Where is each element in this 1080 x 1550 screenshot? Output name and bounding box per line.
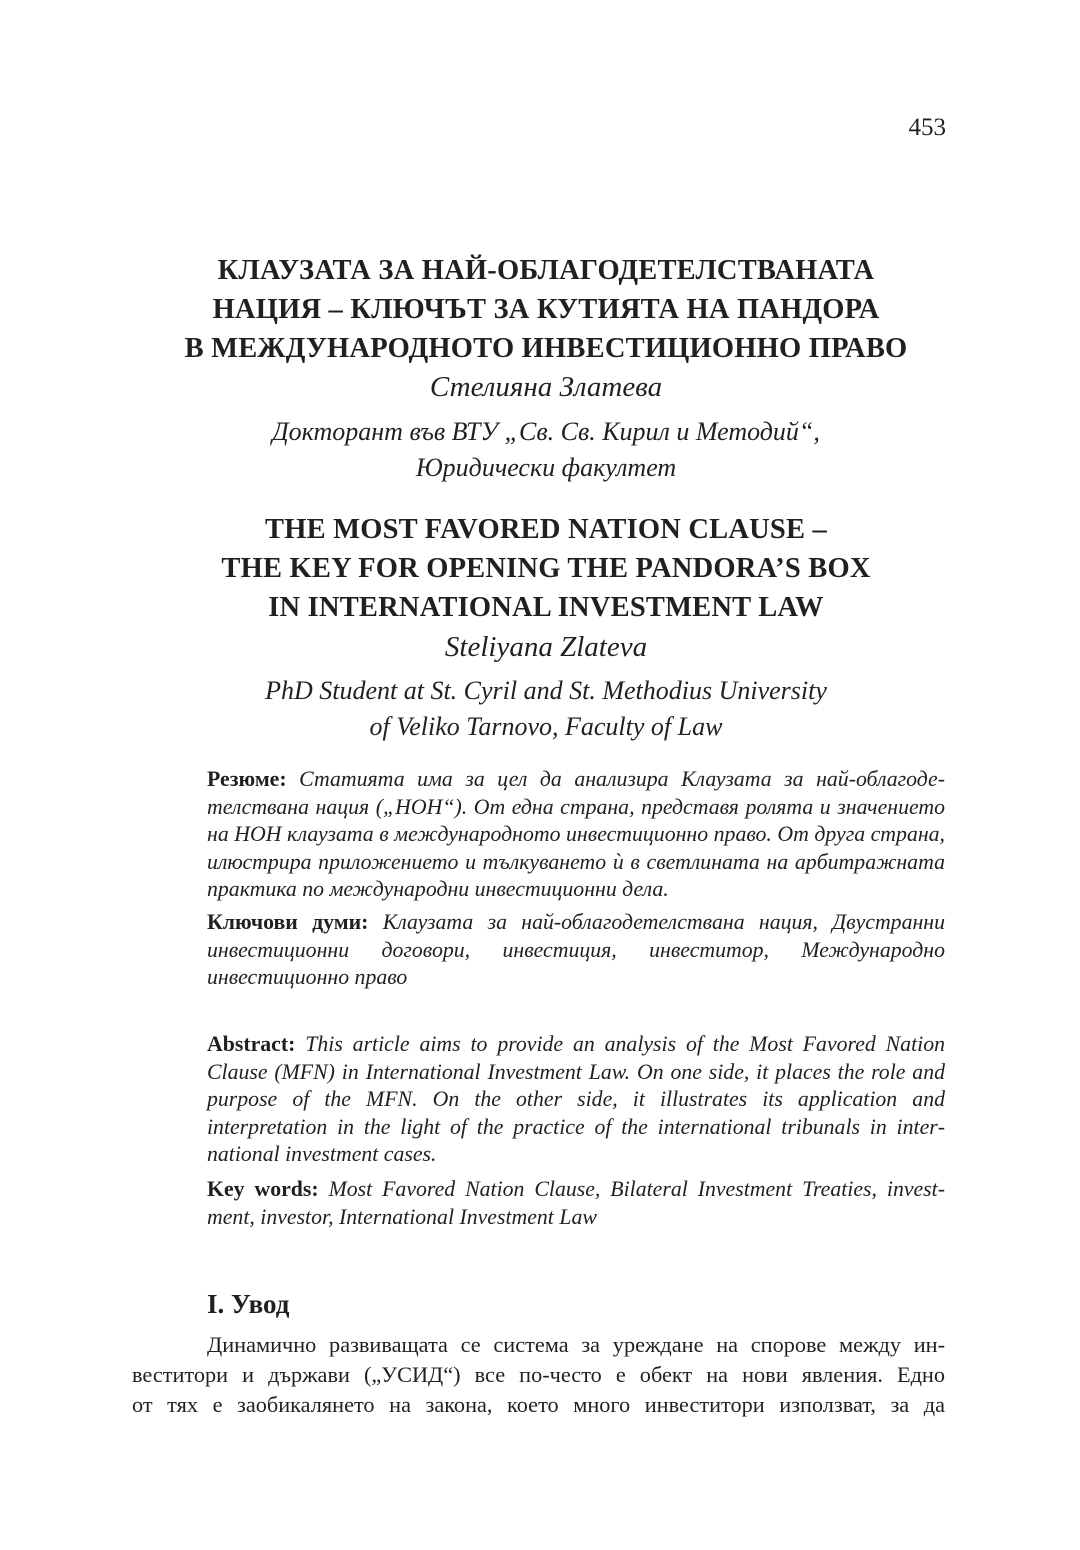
abstract-english-text: This article aims to provide an analysis of the Most Favored Nation Clause (MFN) in International Investment Law. On one side, it places the role and purpose of the MFN. On the other side, it illustrates its application and interpretation in the light of the practice of the international tribunals in international investment cases.	[207, 1032, 945, 1166]
title-bulgarian-line: В МЕЖДУНАРОДНОТО ИНВЕСТИЦИОННО ПРАВО	[184, 333, 908, 364]
affiliation-english	[140, 673, 952, 745]
abstract-english	[207, 1031, 945, 1169]
author-bulgarian: Стелияна Златева	[429, 371, 663, 403]
abstract-bulgarian-label: Резюме:	[207, 767, 287, 791]
title-bulgarian-line: КЛАУЗАТА ЗА НАЙ-ОБЛАГОДЕТЕЛСТВАНАТА	[217, 255, 875, 286]
keywords-bulgarian-label: Ключови думи:	[207, 910, 369, 934]
affiliation-bulgarian	[140, 414, 952, 486]
affiliation-bulgarian-line: Докторант във ВТУ „Св. Св. Кирил и Методий“,	[272, 417, 820, 446]
paragraph-line: от тях е заобикалянето на закона, което много инвеститори използват, за да	[132, 1392, 945, 1417]
title-english-line: THE MOST FAVORED NATION CLAUSE –	[265, 514, 827, 545]
paragraph-line: веститори и държави („УСИД“) все по-често е обект на нови явления. Едно	[132, 1362, 945, 1387]
abstract-english-label: Abstract:	[207, 1032, 296, 1056]
title-bulgarian-line: НАЦИЯ – КЛЮЧЪТ ЗА КУТИЯТА НА ПАНДОРА	[212, 294, 880, 325]
keywords-english-label: Key words:	[207, 1177, 319, 1201]
body-paragraph	[132, 1330, 945, 1420]
title-english	[140, 510, 952, 627]
affiliation-english-line: PhD Student at St. Cyril and St. Methodius University	[265, 676, 827, 705]
abstract-bulgarian-text: Статията има за цел да анализира Клаузата за най-облагодетелствана нация („НОН“). От една страна, представя ролята и значението на НОН клаузата в международното инвестиционно право. От друга страна, илюстрира приложението и тълкуването ѝ в светлината на арбитражната практика по международни инвестиционни дела.	[207, 767, 945, 901]
affiliation-english-line: of Veliko Tarnovo, Faculty of Law	[369, 712, 723, 741]
keywords-english	[207, 1176, 945, 1231]
title-bulgarian	[140, 251, 952, 368]
keywords-bulgarian-text: Клаузата за най-облагодетелствана нация, Двустранни инвестиционни договори, инвестиция, инвеститор, Международно инвестиционно право	[207, 910, 946, 989]
section-heading: I. Увод	[207, 1289, 290, 1319]
page-number: 453	[908, 114, 946, 141]
affiliation-bulgarian-line: Юридически факултет	[415, 453, 677, 482]
keywords-english-text: Most Favored Nation Clause, Bilateral Investment Treaties, investment, investor, International Investment Law	[207, 1177, 945, 1229]
abstract-bulgarian	[207, 766, 945, 904]
keywords-bulgarian	[207, 909, 945, 992]
author-english: Steliyana Zlateva	[444, 631, 648, 663]
title-english-line: THE KEY FOR OPENING THE PANDORA’S BOX	[221, 553, 871, 584]
title-english-line: IN INTERNATIONAL INVESTMENT LAW	[268, 592, 824, 623]
paragraph-line: Динамично развиващата се система за уреждане на спорове между ин-	[207, 1332, 945, 1357]
